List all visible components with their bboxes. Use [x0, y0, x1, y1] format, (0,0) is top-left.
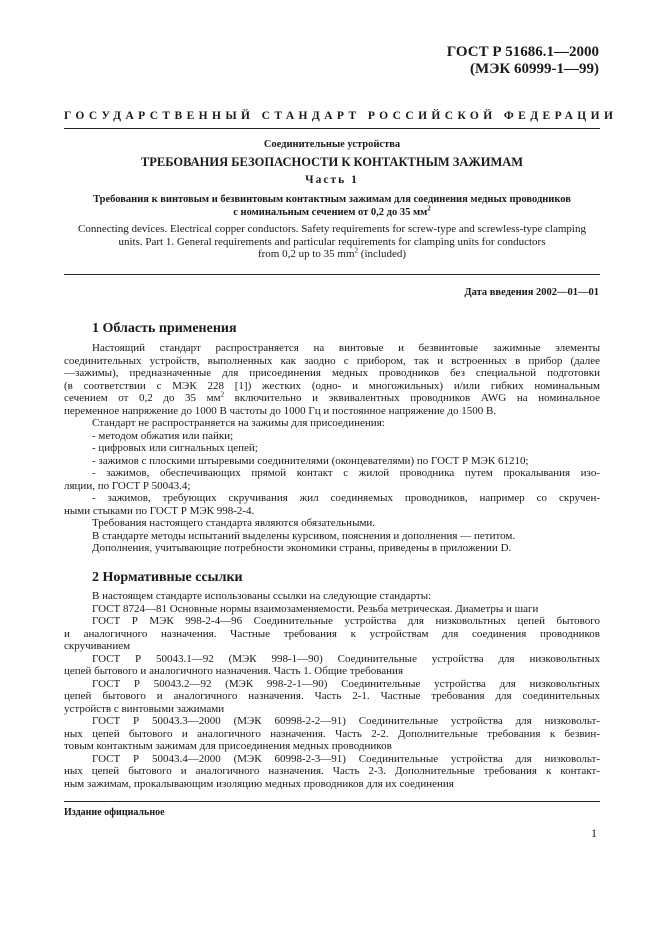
- section2-title: 2 Нормативные ссылки: [92, 570, 243, 585]
- english-line1: Connecting devices. Electrical copper conductors. Safety requirements for screw-type and screwless-type clamping: [78, 223, 586, 235]
- s1-item-3: - зажимов с плоскими штыревыми соединителями (оконцевателями) по ГОСТ Р МЭК 61210;: [92, 454, 529, 467]
- s2-ref5-l3: товым контактным зажимам для присоединения медных проводников: [64, 740, 392, 752]
- s1-item-5-l1: - зажимов, требующих скручивания жил соединяемых проводников, например со скручен-: [92, 492, 600, 504]
- edition-note: Издание официальное: [64, 807, 165, 818]
- english-line3: [64, 248, 600, 261]
- s1-item-5-l2: ными стыками по ГОСТ Р МЭК 998-2-4.: [64, 504, 255, 517]
- s1-p1-l5: [64, 392, 600, 405]
- s2-ref5-l2: ных цепей бытового и аналогичного назначения. Часть 2-2. Дополнительные требования к безвин-: [64, 727, 600, 740]
- s1-p1-l4: (в соответствии с МЭК 228 [1]) жестких (одно- и многожильных) и/или гибких номинальным: [64, 379, 600, 392]
- s1-p1-sup: 2: [220, 390, 225, 399]
- section1-title: 1 Область применения: [92, 321, 237, 336]
- state-standard-title: ГОСУДАРСТВЕННЫЙ СТАНДАРТ РОССИЙСКОЙ ФЕДЕРАЦИИ: [64, 110, 618, 122]
- s1-item-4-l2: ляции, по ГОСТ Р 50043.4;: [64, 479, 191, 492]
- s1-p1-l1: Настоящий стандарт распространяется на винтовые и безвинтовые зажимные элементы: [92, 342, 600, 354]
- iec-number: (МЭК 60999-1—99): [470, 61, 599, 77]
- s1-item-2: - цифровых или сигнальных цепей;: [92, 442, 258, 454]
- s1-item-1: - методом обжатия или пайки;: [92, 429, 234, 442]
- title-divider: [64, 128, 600, 129]
- s2-ref3-l2: цепей бытового и аналогичного назначения. Часть 1. Общие требования: [64, 665, 404, 677]
- s2-ref1: ГОСТ 8724—81 Основные нормы взаимозаменяемости. Резьба метрическая. Диаметры и шаги: [92, 602, 539, 615]
- s1-p1-l5b: включительно и эквивалентных проводников AWG на номинальное: [224, 392, 600, 404]
- s2-ref2-l2: и аналогичного назначения. Частные требования к устройствам для соединения проводников: [64, 627, 600, 640]
- s1-p2: Стандарт не распространяется на зажимы для присоединения:: [92, 417, 385, 429]
- s1-p4: В стандарте методы испытаний выделены курсивом, пояснения и дополнения — петитом.: [92, 529, 516, 542]
- s1-p1-l6: переменное напряжение до 1000 В частоты до 1000 Гц и постоянное напряжение до 1500 В.: [64, 404, 497, 417]
- page-number: 1: [591, 826, 597, 840]
- s2-intro: В настоящем стандарте использованы ссылки на следующие стандарты:: [92, 590, 432, 602]
- s1-p5: Дополнения, учитывающие потребности экономики страны, приведены в приложении D.: [92, 542, 512, 554]
- section2-body: [64, 590, 600, 790]
- intro-date: Дата введения 2002—01—01: [464, 287, 599, 298]
- s1-p1-l2: соединительных устройств, выполненных как заодно с прибором, так и встроенных в прибор (далее: [64, 354, 600, 367]
- title-part: Часть 1: [305, 174, 359, 186]
- subtitle-line2-text: с номинальным сечением от 0,2 до 35 мм: [233, 207, 428, 218]
- s1-p3: Требования настоящего стандарта являются обязательными.: [92, 517, 376, 529]
- s2-ref4-l3: устройств с винтовыми зажимами: [64, 702, 225, 715]
- s2-ref6-l1: ГОСТ Р 50043.4—2000 (МЭК 60998-2-3—91) Соединительные устройства для низковольт-: [92, 752, 600, 765]
- title-subtitle: [64, 193, 600, 219]
- intro-divider: [64, 274, 600, 275]
- s1-p1-l5a: сечением от 0,2 до 35 мм: [64, 392, 221, 404]
- document-code: [447, 44, 599, 78]
- english-line3-end: (included): [358, 248, 406, 260]
- title-category: Соединительные устройства: [263, 139, 401, 150]
- section1-body: [64, 342, 600, 555]
- english-line2: units. Part 1. General requirements and particular requirements for clamping units for conductors: [118, 235, 546, 248]
- s1-item-4-l1: - зажимов, обеспечивающих прямой контакт с жилой проводника путем прокалывания изо-: [92, 467, 600, 479]
- english-sup: 2: [354, 246, 359, 255]
- title-main: ТРЕБОВАНИЯ БЕЗОПАСНОСТИ К КОНТАКТНЫМ ЗАЖИМАМ: [140, 155, 524, 169]
- s2-ref3-l1: ГОСТ Р 50043.1—92 (МЭК 998-1—90) Соединительные устройства для низковольтных: [92, 652, 600, 665]
- s2-ref5-l1: ГОСТ Р 50043.3—2000 (МЭК 60998-2-2—91) Соединительные устройства для низковольт-: [92, 715, 600, 727]
- subtitle-sup: 2: [427, 204, 431, 213]
- s2-ref4-l2: цепей бытового и аналогичного назначения. Часть 2-1. Частные требования для соединительных: [64, 690, 600, 702]
- s2-ref4-l1: ГОСТ Р 50043.2—92 (МЭК 998-2-1—90) Соединительные устройства для низковольтных: [92, 677, 600, 690]
- s2-ref2-l1: ГОСТ Р МЭК 998-2-4—96 Соединительные устройства для низковольтных цепей бытового: [92, 615, 600, 627]
- gost-number: ГОСТ Р 51686.1—2000: [446, 44, 599, 60]
- footer-divider: [64, 801, 600, 802]
- s2-ref6-l2: ных цепей бытового и аналогичного назначения. Часть 2-3. Дополнительные требования к контакт-: [64, 765, 600, 777]
- title-english: [64, 223, 600, 261]
- s1-p1-l3: —зажимы), предназначенные для присоединения медных проводников без специальной подготовки: [64, 367, 600, 379]
- s2-ref6-l3: ным зажимам, прокалывающим изоляцию медных проводников для их соединения: [64, 777, 454, 790]
- s2-ref2-l3: скручиванием: [64, 640, 131, 652]
- english-line3-text: from 0,2 up to 35 mm: [257, 248, 355, 260]
- subtitle-line2: [64, 206, 600, 219]
- subtitle-line1: Требования к винтовым и безвинтовым контактным зажимам для соединения медных проводников: [93, 194, 571, 205]
